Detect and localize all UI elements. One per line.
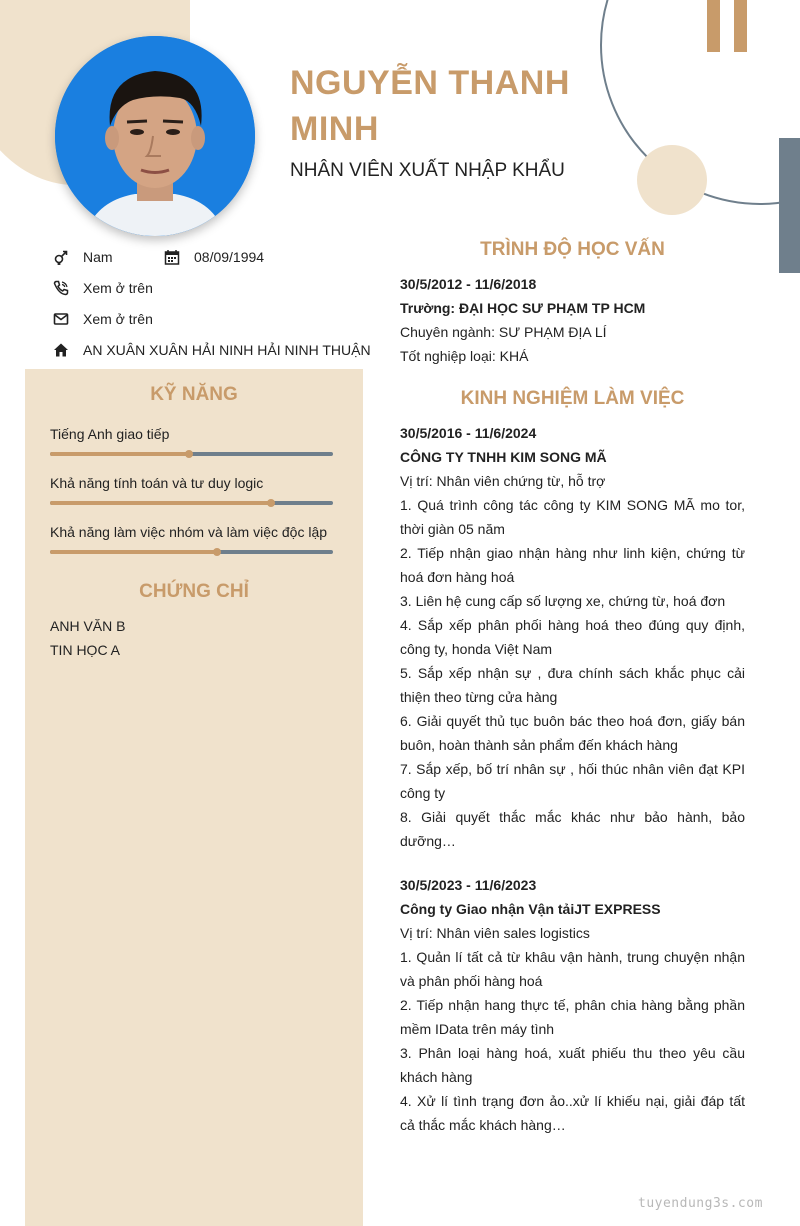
skill-bar — [50, 452, 333, 456]
watermark: tuyendung3s.com — [638, 1196, 763, 1211]
avatar-portrait — [55, 36, 255, 236]
job-duty: 2. Tiếp nhận hang thực tế, phân chia hàng bằng phần mềm IData trên máy tình — [400, 997, 745, 1037]
skill-label: Tiếng Anh giao tiếp — [50, 426, 170, 442]
skill-bar-fill — [50, 452, 189, 456]
skill-item — [50, 426, 333, 456]
contact-email — [52, 310, 153, 328]
decor-bar-right — [734, 0, 747, 52]
job-duty: 2. Tiếp nhận giao nhận hàng như linh kiện, chứng từ hoá đơn hàng hoá — [400, 545, 745, 585]
experience-title: KINH NGHIỆM LÀM VIỆC — [460, 388, 685, 409]
decor-dot — [637, 145, 707, 215]
certificate-item: TIN HỌC A — [50, 642, 121, 658]
job-duty: 8. Giải quyết thắc mắc khác như bảo hành, bảo dưỡng… — [400, 809, 745, 849]
contact-gender — [52, 248, 113, 266]
skill-bar-knob — [185, 450, 193, 458]
job-company: Công ty Giao nhận Vận tảiJT EXPRESS — [400, 901, 661, 917]
skill-bar — [50, 501, 333, 505]
skill-item — [50, 524, 333, 554]
job-company: CÔNG TY TNHH KIM SONG MÃ — [400, 449, 607, 465]
decor-side-strip — [779, 138, 800, 273]
skill-label: Khả năng làm việc nhóm và làm việc độc lập — [50, 524, 328, 540]
job-duty: 5. Sắp xếp nhận sự , đưa chính sách khắc phục cải thiện theo từng cửa hàng — [400, 665, 745, 705]
education-block — [400, 272, 745, 368]
skill-bar-fill — [50, 501, 271, 505]
skills-title: KỸ NĂNG — [150, 384, 238, 405]
education-grade: Tốt nghiệp loại: KHÁ — [400, 348, 529, 364]
job-duty: 4. Xử lí tình trạng đơn ảo..xử lí khiếu nại, giải đáp tất cả thắc mắc khách hàng… — [400, 1093, 745, 1133]
home-icon — [52, 341, 70, 359]
gender-value: Nam — [83, 249, 113, 265]
email-value: Xem ở trên — [83, 311, 153, 327]
job-duty: 1. Quá trình công tác công ty KIM SONG MÃ mo tor, thời giàn 05 năm — [400, 497, 745, 537]
job-title: NHÂN VIÊN XUẤT NHẬP KHẨU — [290, 160, 565, 181]
job-duty: 6. Giải quyết thủ tục buôn bác theo hoá đơn, giấy bán buôn, hoàn thành sản phẩm đến khách hàng — [400, 713, 745, 753]
candidate-name: NGUYỄN THANH MINH — [290, 64, 570, 148]
skill-bar-fill — [50, 550, 217, 554]
contact-birthday — [163, 248, 264, 266]
experience-job — [400, 421, 745, 853]
education-school: Trường: ĐẠI HỌC SƯ PHẠM TP HCM — [400, 300, 646, 316]
job-duty: 4. Sắp xếp phân phối hàng hoá theo đúng quy định, công ty, honda Việt Nam — [400, 617, 745, 657]
skill-item — [50, 475, 333, 505]
skill-label: Khả năng tính toán và tư duy logic — [50, 475, 264, 491]
mail-icon — [52, 310, 70, 328]
job-duty: 3. Phân loại hàng hoá, xuất phiếu thu theo yêu cầu khách hàng — [400, 1045, 745, 1085]
birthday-value: 08/09/1994 — [194, 249, 265, 265]
job-period: 30/5/2023 - 11/6/2023 — [400, 877, 537, 893]
experience-job — [400, 873, 745, 1137]
phone-value: Xem ở trên — [83, 280, 153, 296]
education-title: TRÌNH ĐỘ HỌC VẤN — [480, 239, 665, 260]
job-position: Vị trí: Nhân viên sales logistics — [400, 925, 590, 941]
job-position: Vị trí: Nhân viên chứng từ, hỗ trợ — [400, 473, 606, 489]
education-period: 30/5/2012 - 11/6/2018 — [400, 276, 537, 292]
phone-icon — [52, 279, 70, 297]
skill-bar-knob — [267, 499, 275, 507]
job-period: 30/5/2016 - 11/6/2024 — [400, 425, 537, 441]
job-duty: 1. Quản lí tất cả từ khâu vận hành, trung chuyện nhận và phân phối hàng hoá — [400, 949, 745, 989]
education-major: Chuyên ngành: SƯ PHẠM ĐỊA LÍ — [400, 324, 607, 340]
certificate-item: ANH VĂN B — [50, 618, 126, 634]
certificates-title: CHỨNG CHỈ — [139, 581, 249, 602]
avatar — [55, 36, 255, 236]
job-duty: 7. Sắp xếp, bố trí nhân sự , hối thúc nhân viên đạt KPI công ty — [400, 761, 745, 801]
address-value: AN XUÂN XUÂN HẢI NINH HẢI NINH THUẬN — [83, 342, 371, 358]
skill-bar — [50, 550, 333, 554]
skill-bar-knob — [213, 548, 221, 556]
contact-address — [52, 341, 371, 359]
job-duty: 3. Liên hệ cung cấp số lượng xe, chứng từ, hoá đơn — [400, 593, 726, 609]
gender-icon — [52, 248, 70, 266]
calendar-icon — [163, 248, 181, 266]
decor-bar-left — [707, 0, 720, 52]
contact-phone — [52, 279, 153, 297]
